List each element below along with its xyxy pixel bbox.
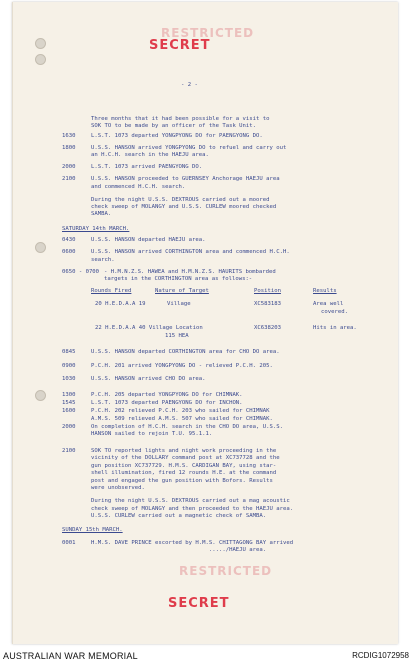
night-note: During the night U.S.S. DEXTROUS carried out a moored — [91, 196, 270, 203]
entry-time: 1800 — [62, 144, 76, 151]
archive-id: RCDIG1072958 — [352, 651, 409, 660]
entry-text: targets in the CORTHINGTON area as follows:- — [104, 276, 253, 282]
table-header: Results — [313, 288, 337, 294]
entry-time: 0845 — [62, 349, 76, 355]
entry-time: 1030 — [62, 375, 76, 382]
entry-text: vicinity of the DOLLARY command post at XC737728 and the — [91, 455, 280, 462]
entry-time: 2000 — [62, 164, 76, 171]
table-cell: covered. — [321, 308, 348, 315]
entry-text: On completion of H.C.H. search in the CHO DO area, U.S.S. — [91, 423, 283, 430]
entry-time: 2100 — [62, 448, 76, 454]
page-number: - 2 - — [181, 82, 198, 88]
entry-text: L.S.T. 1073 departed YONGPYONG DO for PAENGYONG DO. — [91, 132, 263, 139]
entry-text: ...../HAEJU area. — [91, 547, 267, 554]
date-heading: SUNDAY 15th MARCH. — [62, 526, 123, 533]
entry-text: L.S.T. 1073 departed PAENGYONG DO for INCHON. — [91, 400, 243, 407]
entry-text: gun position XC737729. H.M.S. CARDIGAN BAY, using star- — [91, 462, 277, 469]
table-cell: 20 H.E.D.A.A 19 — [95, 301, 146, 308]
entry-text: U.S.S. HANSON arrived YONGPYONG DO to refuel and carry out — [91, 144, 287, 151]
entry-text: H.M.S. DAVE PRINCE escorted by H.M.S. CHITTAGONG BAY arrived — [91, 540, 294, 546]
entry-text: U.S.S. HANSON arrived CHO DO area. — [91, 375, 206, 382]
entry-time: 1600 — [62, 408, 76, 415]
document-page — [12, 2, 398, 644]
entry-time: 0001 — [62, 540, 76, 546]
restricted-stamp-top: RESTRICTED — [161, 26, 255, 40]
entry-text: P.C.H. 202 relieved P.C.H. 203 who sailed for CHIMNAK — [91, 408, 270, 415]
entry-text: L.S.T. 1073 arrived PAENGYONG DO. — [91, 164, 203, 171]
entry-time: 2000 — [62, 423, 76, 430]
table-header: Position — [254, 288, 281, 294]
intro-text: SOK TO to be made by an officer of the Task Unit. — [91, 123, 257, 130]
entry-time: 0430 — [62, 237, 76, 244]
entry-text: were unobserved. — [91, 485, 145, 491]
table-cell: XC583183 — [254, 301, 281, 308]
punch-hole — [35, 38, 46, 49]
entry-time: 1545 — [62, 400, 76, 407]
entry-text: - H.M.N.Z.S. HAWEA and H.M.N.Z.S. HAURITS bombarded — [104, 268, 276, 275]
entry-text: P.C.H. 205 departed YONGPYONG DO for CHIMNAK. — [91, 392, 243, 399]
punch-hole — [35, 242, 46, 253]
table-cell: Village — [167, 301, 191, 308]
entry-time: 0600 — [62, 249, 76, 256]
entry-text: and commenced H.C.H. search. — [91, 183, 186, 190]
secret-stamp-bottom: SECRET — [168, 596, 230, 611]
entry-text: HANSON sailed to rejoin T.U. 95.1.1. — [91, 431, 213, 437]
entry-text: U.S.S. HANSON proceeded to GUERNSEY Anchorage HAEJU area — [91, 176, 280, 183]
archive-name: AUSTRALIAN WAR MEMORIAL — [3, 651, 138, 661]
entry-text: post and engaged the gun position with Bofors. Results — [91, 477, 273, 484]
entry-text: U.S.S. HANSON departed HAEJU area. — [91, 237, 206, 244]
night-note: check sweep of MOLANGY and U.S.S. CURLEW moored checked — [91, 204, 277, 210]
table-header: Nature of Target — [155, 288, 209, 294]
entry-text: U.S.S. HANSON arrived CORTHINGTON area and commenced H.C.H. — [91, 249, 290, 256]
punch-hole — [35, 390, 46, 401]
entry-text: P.C.H. 201 arrived YONGPYONG DO - relieved P.C.H. 205. — [91, 363, 273, 370]
entry-time: 2100 — [62, 176, 76, 183]
table-cell: Area well — [313, 301, 344, 308]
entry-text: SOK TO reported lights and night work proceeding in the — [91, 448, 277, 454]
table-cell: 115 HEA — [165, 332, 189, 339]
night-note: SAMBA. — [91, 211, 112, 218]
entry-time: 1300 — [62, 392, 76, 399]
intro-text: Three months that it had been possible for a visit to — [91, 116, 270, 122]
entry-text: A.M.S. 509 relieved A.M.S. 507 who sailed for CHIMNAK. — [91, 415, 273, 422]
night-note: During the night U.S.S. DEXTROUS carried out a mag acoustic — [91, 498, 290, 505]
entry-text: an H.C.H. search in the HAEJU area. — [91, 152, 209, 159]
entry-text: U.S.S. HANSON departed CORTHINGTON area for CHO DO area. — [91, 349, 280, 355]
entry-text: search. — [91, 256, 115, 263]
restricted-stamp-bottom: RESTRICTED — [179, 564, 273, 578]
entry-time: 0650 - 0700 — [62, 268, 100, 275]
table-header: Rounds Fired — [91, 288, 132, 294]
secret-stamp-top: SECRET — [149, 38, 211, 53]
entry-text: shell illumination, fired 12 rounds H.E. at the command — [91, 470, 277, 477]
night-note: check sweep of MOLANGY and then proceeded to the HAEJU area. — [91, 505, 294, 512]
punch-hole — [35, 54, 46, 65]
table-cell: 22 H.E.D.A.A 40 Village Location — [95, 325, 203, 332]
night-note: U.S.S. CURLEW carried out a magnetic check of SAMBA. — [91, 513, 267, 520]
entry-time: 0900 — [62, 363, 76, 370]
table-cell: XC638203 — [254, 325, 281, 332]
date-heading: SATURDAY 14th MARCH. — [62, 225, 130, 232]
archive-footer — [0, 648, 413, 666]
table-cell: Hits in area. — [313, 325, 357, 332]
entry-time: 1630 — [62, 132, 76, 139]
